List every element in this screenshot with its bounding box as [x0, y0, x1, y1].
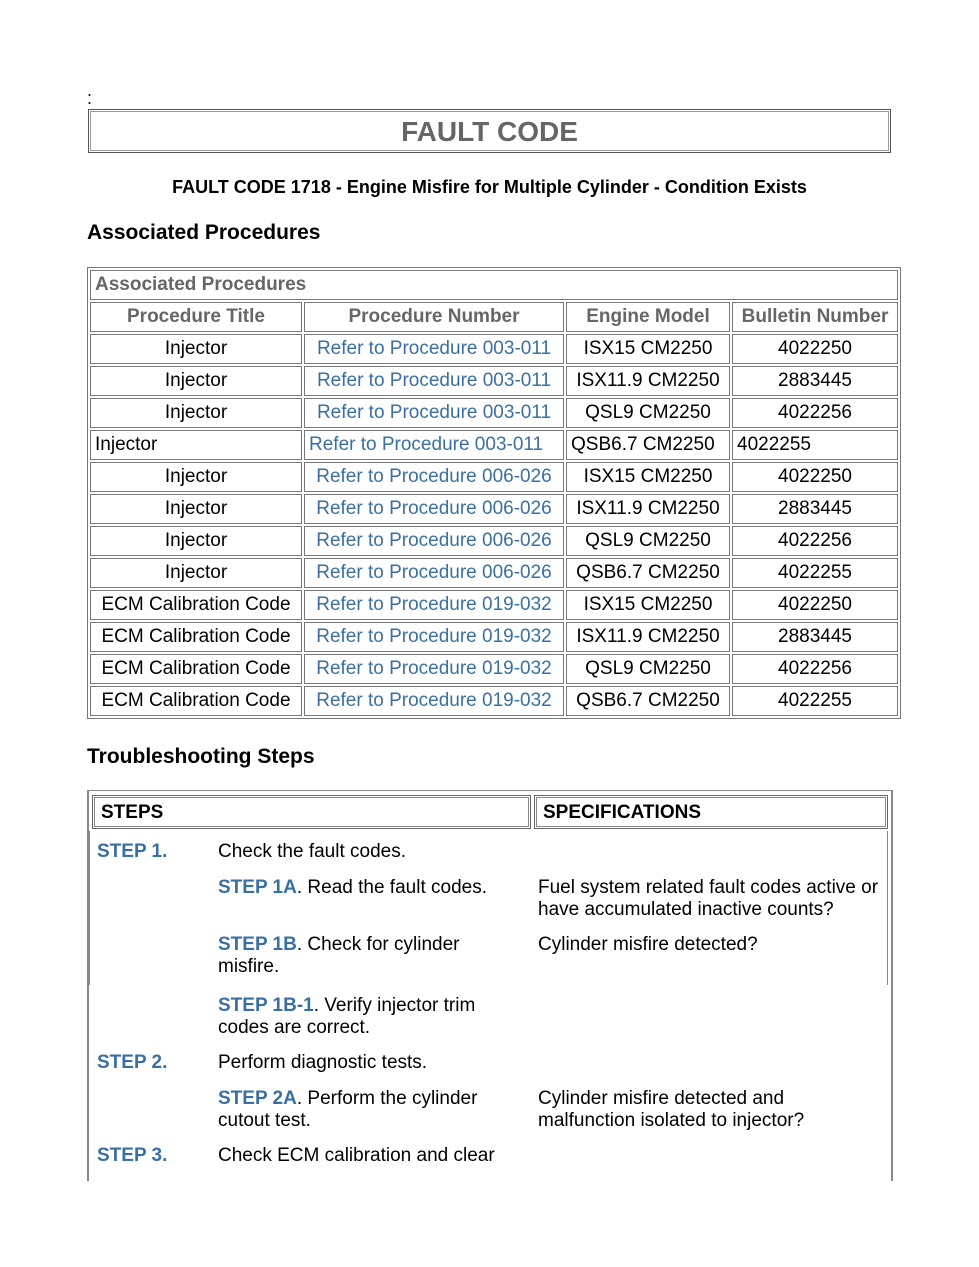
engine-model-cell: ISX15 CM2250 [566, 334, 730, 364]
step-1b-label: STEP 1B [218, 934, 297, 955]
step-3-label: STEP 3. [97, 1145, 168, 1166]
step-1-label: STEP 1. [97, 841, 168, 862]
table-row [90, 494, 898, 524]
procedure-title-cell: Injector [90, 558, 302, 588]
bulletin-number-cell: 2883445 [732, 366, 898, 396]
bulletin-number-cell: 2883445 [732, 622, 898, 652]
bulletin-number-cell: 4022250 [732, 462, 898, 492]
step-2a-label: STEP 2A [218, 1088, 297, 1109]
procedure-link[interactable]: Refer to Procedure 003-011 [304, 366, 564, 396]
table-caption: Associated Procedures [90, 270, 898, 300]
procedure-title-cell: ECM Calibration Code [90, 590, 302, 620]
step-1a-row [218, 877, 518, 899]
engine-model-cell: ISX11.9 CM2250 [566, 366, 730, 396]
engine-model-cell: QSB6.7 CM2250 [566, 686, 730, 716]
procedure-link[interactable]: Refer to Procedure 003-011 [304, 334, 564, 364]
step-1-text: Check the fault codes. [218, 841, 406, 862]
column-header-procedure-number: Procedure Number [304, 302, 564, 332]
step-1a-label: STEP 1A [218, 877, 297, 898]
table-row [90, 622, 898, 652]
column-header-procedure-title: Procedure Title [90, 302, 302, 332]
column-header-engine-model: Engine Model [566, 302, 730, 332]
bulletin-number-cell: 4022256 [732, 526, 898, 556]
engine-model-cell: QSB6.7 CM2250 [566, 430, 730, 460]
table-row [90, 558, 898, 588]
step-1b-1-label: STEP 1B-1 [218, 995, 314, 1016]
procedure-link[interactable]: Refer to Procedure 006-026 [304, 526, 564, 556]
steps-column-header: STEPS [92, 795, 531, 829]
bulletin-number-cell: 2883445 [732, 494, 898, 524]
procedure-title-cell: Injector [90, 398, 302, 428]
procedure-link[interactable]: Refer to Procedure 006-026 [304, 494, 564, 524]
procedure-title-cell: Injector [90, 526, 302, 556]
table-row [90, 430, 898, 460]
divider [89, 831, 90, 985]
procedure-title-cell: Injector [90, 430, 302, 460]
procedure-title-cell: ECM Calibration Code [90, 654, 302, 684]
fault-code-header-box [88, 109, 891, 153]
step-1b-1-text: . Verify injector trim codes are correct. [218, 995, 476, 1038]
procedure-title-cell: Injector [90, 334, 302, 364]
step-3-text: Check ECM calibration and clear [218, 1145, 495, 1166]
bulletin-number-cell: 4022256 [732, 398, 898, 428]
step-1b-1-row [218, 995, 508, 1039]
column-header-bulletin-number: Bulletin Number [732, 302, 898, 332]
associated-procedures-heading: Associated Procedures [87, 221, 321, 244]
table-row [90, 462, 898, 492]
engine-model-cell: ISX15 CM2250 [566, 462, 730, 492]
bulletin-number-cell: 4022250 [732, 590, 898, 620]
step-1b-row [218, 934, 508, 978]
step-2a-row [218, 1088, 508, 1132]
step-1a-text: . Read the fault codes. [296, 877, 487, 898]
colon-mark: : [87, 88, 93, 108]
procedure-link[interactable]: Refer to Procedure 003-011 [304, 430, 564, 460]
table-row [90, 686, 898, 716]
troubleshooting-steps-heading: Troubleshooting Steps [87, 745, 315, 768]
procedure-link[interactable]: Refer to Procedure 019-032 [304, 590, 564, 620]
procedure-link[interactable]: Refer to Procedure 019-032 [304, 686, 564, 716]
table-row [90, 398, 898, 428]
step-2-text: Perform diagnostic tests. [218, 1052, 428, 1073]
procedure-title-cell: Injector [90, 494, 302, 524]
procedure-title-cell: ECM Calibration Code [90, 622, 302, 652]
step-1a-spec: Fuel system related fault codes active or have accumulated inactive counts? [538, 877, 879, 920]
engine-model-cell: QSL9 CM2250 [566, 526, 730, 556]
bulletin-number-cell: 4022250 [732, 334, 898, 364]
procedure-title-cell: ECM Calibration Code [90, 686, 302, 716]
engine-model-cell: ISX11.9 CM2250 [566, 494, 730, 524]
procedure-link[interactable]: Refer to Procedure 006-026 [304, 462, 564, 492]
step-2a-text: . Perform the cylinder cutout test. [218, 1088, 478, 1131]
specifications-column-header: SPECIFICATIONS [534, 795, 888, 829]
bulletin-number-cell: 4022256 [732, 654, 898, 684]
table-row [90, 334, 898, 364]
procedure-link[interactable]: Refer to Procedure 019-032 [304, 654, 564, 684]
table-row [90, 654, 898, 684]
procedure-title-cell: Injector [90, 366, 302, 396]
table-row [90, 526, 898, 556]
step-2-label: STEP 2. [97, 1052, 168, 1073]
procedure-link[interactable]: Refer to Procedure 006-026 [304, 558, 564, 588]
bulletin-number-cell: 4022255 [732, 686, 898, 716]
engine-model-cell: ISX11.9 CM2250 [566, 622, 730, 652]
step-2a-spec: Cylinder misfire detected and malfunction isolated to injector? [538, 1088, 805, 1131]
procedure-link[interactable]: Refer to Procedure 003-011 [304, 398, 564, 428]
engine-model-cell: QSB6.7 CM2250 [566, 558, 730, 588]
bulletin-number-cell: 4022255 [732, 558, 898, 588]
engine-model-cell: QSL9 CM2250 [566, 398, 730, 428]
step-1b-text: . Check for cylinder misfire. [218, 934, 460, 977]
fault-code-subtitle: FAULT CODE 1718 - Engine Misfire for Multiple Cylinder - Condition Exists [172, 177, 807, 197]
step-1b-spec: Cylinder misfire detected? [538, 934, 758, 955]
table-row [90, 590, 898, 620]
troubleshooting-steps-table [87, 790, 893, 1181]
procedure-title-cell: Injector [90, 462, 302, 492]
bulletin-number-cell: 4022255 [732, 430, 898, 460]
fault-code-header: FAULT CODE [401, 116, 578, 147]
engine-model-cell: QSL9 CM2250 [566, 654, 730, 684]
engine-model-cell: ISX15 CM2250 [566, 590, 730, 620]
associated-procedures-table [87, 267, 901, 719]
procedure-link[interactable]: Refer to Procedure 019-032 [304, 622, 564, 652]
table-row [90, 366, 898, 396]
